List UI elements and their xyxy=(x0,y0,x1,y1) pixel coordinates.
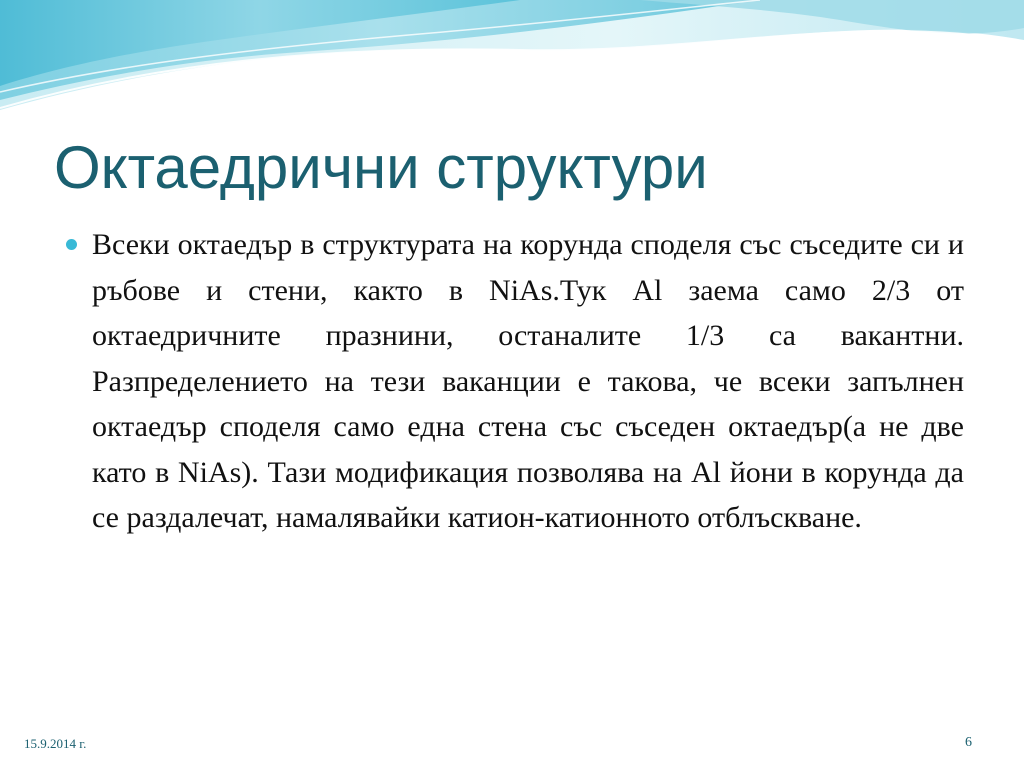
slide-content xyxy=(62,222,964,541)
header-wave-decoration xyxy=(0,0,1024,130)
slide-title: Октаедрични структури xyxy=(54,134,708,201)
bullet-item xyxy=(62,222,964,541)
bullet-text: Всеки октаедър в структурата на корунда споделя със съседите си и ръбове и стени, както в NiAs.Тук Al заема само 2/3 от октаедричните празнини, останалите 1/3 са вакантни. Разпределението на тези ваканции е такова, че всеки запълнен октаедър споделя само една стена със съседен октаедър(а не две като в NiAs). Тази модификация позволява на Al йони в корунда да се раздалечат, намалявайки катион-катионното отблъскване. xyxy=(92,228,964,534)
footer-date: 15.9.2014 г. xyxy=(24,736,87,751)
bullet-dot-icon xyxy=(66,239,77,250)
page-number: 6 xyxy=(965,735,972,750)
